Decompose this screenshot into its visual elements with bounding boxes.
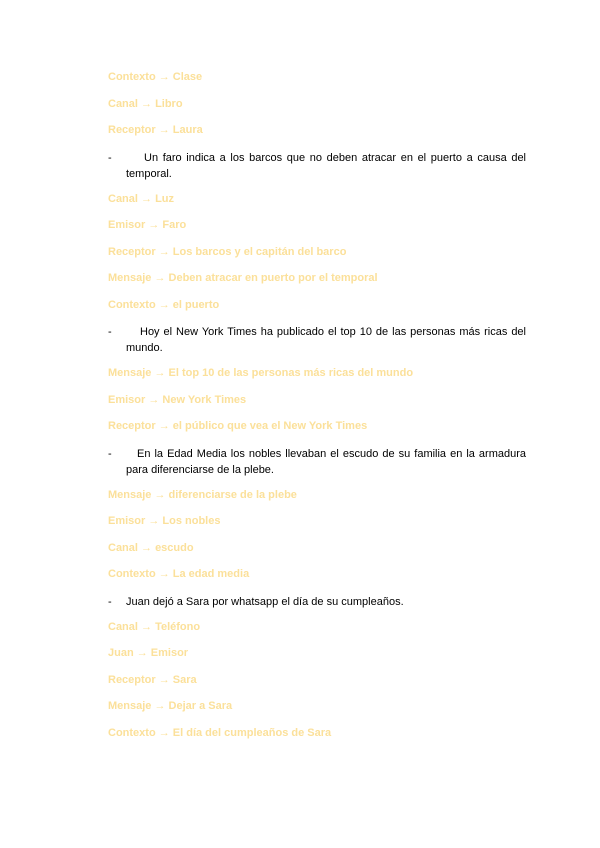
bullet-text: Hoy el New York Times ha publicado el top 10 de las personas más ricas del mundo. <box>126 326 526 354</box>
label-contexto-edad-media: Contexto → La edad media <box>108 568 250 580</box>
label-canal-luz: Canal → Luz <box>108 192 175 205</box>
bullet-item-juan <box>108 594 526 610</box>
bullet-item-faro <box>108 150 526 182</box>
label-canal-libro: Canal → Libro <box>108 97 183 110</box>
bullet-text: Juan dejó a Sara por whatsapp el día de su cumpleaños. <box>126 595 404 608</box>
bullet-dash: - <box>108 151 112 164</box>
label-canal-escudo: Canal → escudo <box>108 541 194 554</box>
label-emisor-nyt: Emisor → New York Times <box>108 393 247 406</box>
label-contexto-clase: Contexto → Clase <box>108 71 203 83</box>
bullet-item-nyt <box>108 324 526 356</box>
document-content <box>108 70 526 752</box>
label-receptor-laura: Receptor → Laura <box>108 124 203 136</box>
label-contexto-cumpleanos: Contexto → El día del cumpleaños de Sara <box>108 726 332 739</box>
label-mensaje-atracar: Mensaje → Deben atracar en puerto por el temporal <box>108 272 378 284</box>
bullet-dash: - <box>108 326 112 338</box>
bullet-dash: - <box>108 595 112 608</box>
label-receptor-sara: Receptor → Sara <box>108 673 197 686</box>
label-mensaje-top10: Mensaje → El top 10 de las personas más ricas del mundo <box>108 367 414 379</box>
label-canal-telefono: Canal → Teléfono <box>108 620 201 633</box>
label-mensaje-plebe: Mensaje → diferenciarse de la plebe <box>108 488 297 501</box>
bullet-dash: - <box>108 447 112 460</box>
bullet-text: Un faro indica a los barcos que no deben atracar en el puerto a causa del temporal. <box>126 151 526 180</box>
label-receptor-barcos: Receptor → Los barcos y el capitán del barco <box>108 245 347 258</box>
label-juan-emisor: Juan → Emisor <box>108 647 189 659</box>
label-receptor-publico: Receptor → el público que vea el New York Times <box>108 420 368 432</box>
label-mensaje-dejar: Mensaje → Dejar a Sara <box>108 700 233 712</box>
label-emisor-faro: Emisor → Faro <box>108 219 187 231</box>
bullet-text: En la Edad Media los nobles llevaban el escudo de su familia en la armadura para diferenciarse de la plebe. <box>126 447 526 476</box>
bullet-item-edad-media <box>108 446 526 478</box>
label-emisor-nobles: Emisor → Los nobles <box>108 515 221 527</box>
label-contexto-puerto: Contexto → el puerto <box>108 298 220 311</box>
